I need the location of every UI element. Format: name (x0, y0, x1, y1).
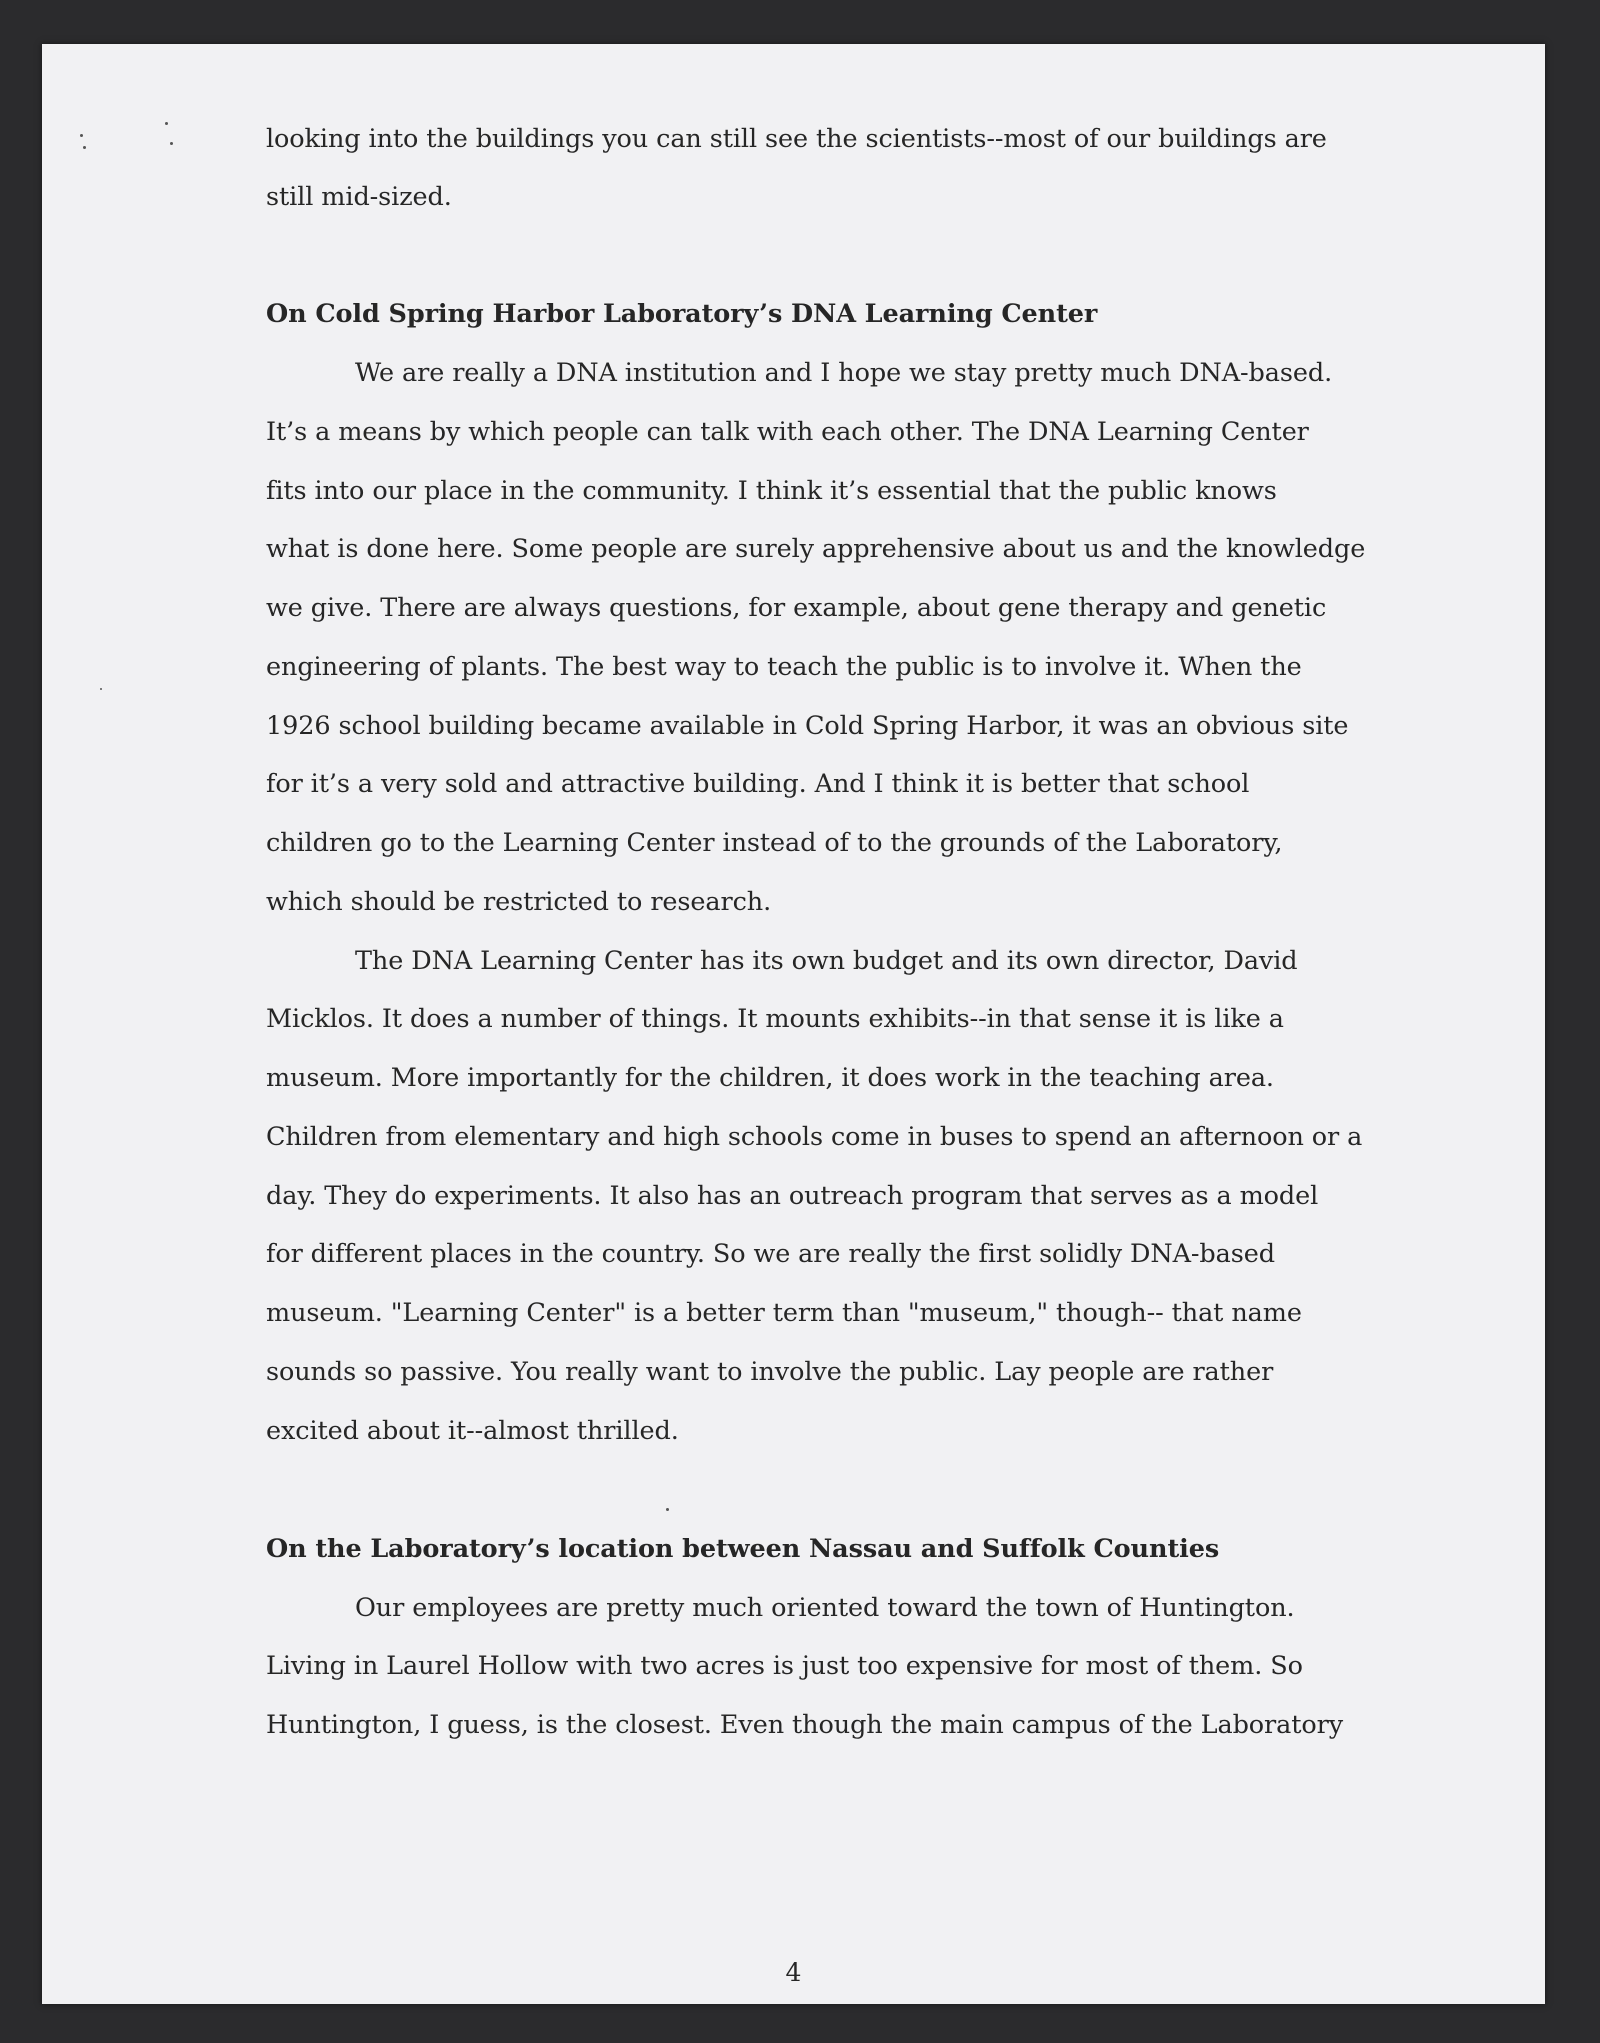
body-line: museum. "Learning Center" is a better term than "museum," though-- that name (266, 1298, 1302, 1328)
scan-speck (165, 122, 168, 125)
document-page (42, 44, 1545, 2004)
body-line: we give. There are always questions, for example, about gene therapy and genetic (266, 593, 1327, 623)
body-line: museum. More importantly for the children, it does work in the teaching area. (266, 1063, 1274, 1093)
scan-speck (100, 688, 102, 690)
body-line: which should be restricted to research. (266, 887, 772, 917)
body-line: for it’s a very sold and attractive building. And I think it is better that school (266, 769, 1250, 799)
body-line: sounds so passive. You really want to involve the public. Lay people are rather (266, 1357, 1274, 1387)
body-line: Living in Laurel Hollow with two acres is just too expensive for most of them. So (266, 1651, 1303, 1681)
body-line: engineering of plants. The best way to teach the public is to involve it. When the (266, 652, 1302, 682)
body-line: Children from elementary and high schools come in buses to spend an afternoon or a (266, 1122, 1363, 1152)
body-line: The DNA Learning Center has its own budget and its own director, David (355, 946, 1298, 976)
body-line: day. They do experiments. It also has an outreach program that serves as a model (266, 1181, 1319, 1211)
section-heading: On Cold Spring Harbor Laboratory’s DNA Learning Center (266, 299, 1098, 329)
body-line: what is done here. Some people are surely apprehensive about us and the knowledge (266, 534, 1366, 564)
body-line: Micklos. It does a number of things. It mounts exhibits--in that sense it is like a (266, 1004, 1284, 1034)
body-line: Huntington, I guess, is the closest. Even though the main campus of the Laboratory (266, 1710, 1344, 1740)
body-line: looking into the buildings you can still see the scientists--most of our buildings are (266, 124, 1327, 154)
scan-speck (83, 146, 86, 149)
body-line: Our employees are pretty much oriented toward the town of Huntington. (355, 1593, 1295, 1623)
body-line: 1926 school building became available in Cold Spring Harbor, it was an obvious site (266, 711, 1349, 741)
scan-speck (170, 142, 173, 145)
body-line: still mid-sized. (266, 182, 452, 212)
body-line: for different places in the country. So we are really the first solidly DNA-based (266, 1239, 1275, 1269)
body-line: children go to the Learning Center instead of to the grounds of the Laboratory, (266, 828, 1283, 858)
scan-speck (80, 134, 83, 137)
body-line: It’s a means by which people can talk with each other. The DNA Learning Center (266, 417, 1309, 447)
body-line: excited about it--almost thrilled. (266, 1416, 679, 1446)
section-heading: On the Laboratory’s location between Nassau and Suffolk Counties (266, 1534, 1220, 1564)
page-number: 4 (785, 1958, 802, 1987)
scan-speck (666, 1508, 669, 1511)
body-line: fits into our place in the community. I think it’s essential that the public knows (266, 476, 1277, 506)
body-line: We are really a DNA institution and I hope we stay pretty much DNA-based. (355, 358, 1333, 388)
